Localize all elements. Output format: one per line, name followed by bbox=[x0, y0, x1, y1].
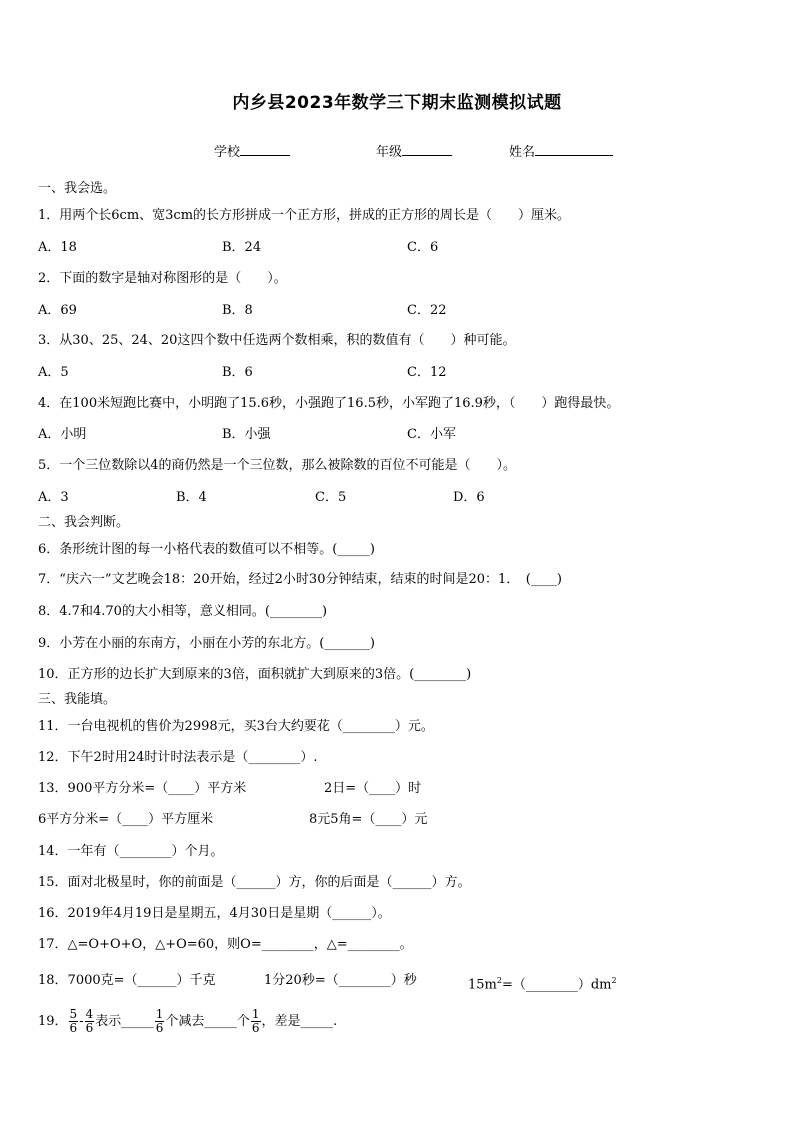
q19-f4-denominator: 6 bbox=[251, 1021, 260, 1035]
q18-c-mid: =（________）dm bbox=[501, 977, 612, 993]
question-13-part-a: 13．900平方分米=（____）平方米 bbox=[38, 781, 247, 796]
q1-option-c: C．6 bbox=[407, 240, 439, 255]
q18-c-sup2: 2 bbox=[611, 976, 617, 985]
q19-fraction-2 bbox=[85, 1008, 95, 1035]
q19-f2-numerator: 4 bbox=[85, 1007, 94, 1021]
name-field bbox=[509, 141, 613, 160]
q4-option-b: B．小强 bbox=[222, 427, 271, 442]
q3-option-a: A．5 bbox=[38, 365, 69, 380]
q5-option-a: A．3 bbox=[38, 490, 69, 505]
q18-c-sup: 2 bbox=[496, 976, 502, 985]
section-1-heading: 一、我会选。 bbox=[38, 181, 117, 196]
q5-option-c: C．5 bbox=[315, 490, 347, 505]
q19-fraction-4 bbox=[251, 1008, 261, 1035]
question-1: 1．用两个长6cm、宽3cm的长方形拼成一个正方形，拼成的正方形的周长是（ ）厘米。 bbox=[38, 208, 571, 223]
question-8: 8．4.7和4.70的大小相等，意义相同。(________) bbox=[38, 604, 328, 619]
question-4: 4．在100米短跑比赛中，小明跑了15.6秒，小强跑了16.5秒，小军跑了16.9秒，（ ）跑得最快。 bbox=[38, 396, 620, 411]
question-10: 10．正方形的边长扩大到原来的3倍，面积就扩大到原来的3倍。(________) bbox=[38, 667, 472, 682]
q2-option-c: C．22 bbox=[407, 303, 447, 318]
question-13-part-c: 6平方分米=（____）平方厘米 bbox=[38, 812, 214, 827]
q3-option-c: C．12 bbox=[407, 365, 447, 380]
section-2-heading: 二、我会判断。 bbox=[38, 515, 130, 530]
school-blank bbox=[240, 143, 290, 156]
name-blank bbox=[535, 143, 613, 156]
question-12: 12．下午2时用24时计时法表示是（________）. bbox=[38, 750, 318, 765]
school-field bbox=[214, 141, 290, 160]
question-19 bbox=[38, 1008, 337, 1035]
question-2: 2．下面的数字是轴对称图形的是（ ）。 bbox=[38, 271, 287, 286]
q19-number: 19． bbox=[38, 1014, 68, 1029]
question-3: 3．从30、25、24、20这四个数中任选两个数相乘，积的数值有（ ）种可能。 bbox=[38, 333, 516, 348]
q19-f3-numerator: 1 bbox=[155, 1007, 164, 1021]
q19-text-2: 个减去_____个 bbox=[165, 1014, 250, 1029]
q19-text-3: ，差是_____. bbox=[261, 1014, 338, 1029]
q2-option-a: A．69 bbox=[38, 303, 77, 318]
question-18-part-a: 18．7000克=（______）千克 bbox=[38, 973, 216, 988]
question-16: 16．2019年4月19日是星期五，4月30日是星期（______）。 bbox=[38, 906, 391, 921]
grade-label: 年级 bbox=[376, 145, 403, 160]
question-15: 15．面对北极星时，你的前面是（______）方，你的后面是（______）方。 bbox=[38, 875, 471, 890]
question-6: 6．条形统计图的每一小格代表的数值可以不相等。(_____) bbox=[38, 542, 375, 557]
q1-option-a: A．18 bbox=[38, 240, 77, 255]
question-13-part-d: 8元5角=（____）元 bbox=[309, 812, 428, 827]
q19-text-1: 表示_____ bbox=[95, 1014, 154, 1029]
q19-fraction-3 bbox=[155, 1008, 165, 1035]
q3-option-b: B．6 bbox=[222, 365, 253, 380]
question-18-part-b: 1分20秒=（________）秒 bbox=[264, 973, 417, 988]
question-14: 14．一年有（________）个月。 bbox=[38, 844, 224, 859]
question-17: 17．△=O+O+O，△+O=60，则O=________，△=________。 bbox=[38, 937, 413, 952]
q19-f4-numerator: 1 bbox=[251, 1007, 260, 1021]
section-3-heading: 三、我能填。 bbox=[38, 692, 117, 707]
q4-option-a: A．小明 bbox=[38, 427, 87, 442]
question-5: 5．一个三位数除以4的商仍然是一个三位数，那么被除数的百位不可能是（ ）。 bbox=[38, 458, 517, 473]
q18-c-pre: 15m bbox=[468, 977, 497, 993]
q19-f3-denominator: 6 bbox=[155, 1021, 164, 1035]
q5-option-b: B．4 bbox=[176, 490, 207, 505]
q4-option-c: C．小军 bbox=[407, 427, 456, 442]
page-title: 内乡县2023年数学三下期末监测模拟试题 bbox=[232, 93, 562, 113]
q19-f1-denominator: 6 bbox=[69, 1021, 78, 1035]
school-label: 学校 bbox=[214, 145, 241, 160]
question-13-part-b: 2日=（____）时 bbox=[324, 781, 422, 796]
q19-f1-numerator: 5 bbox=[69, 1007, 78, 1021]
q19-f2-denominator: 6 bbox=[85, 1021, 94, 1035]
grade-field bbox=[376, 141, 452, 160]
question-18-part-c bbox=[468, 973, 617, 993]
question-11: 11．一台电视机的售价为2998元，买3台大约要花（________）元。 bbox=[38, 719, 434, 734]
q19-fraction-1 bbox=[69, 1008, 79, 1035]
q1-option-b: B．24 bbox=[222, 240, 262, 255]
q2-option-b: B．8 bbox=[222, 303, 253, 318]
question-9: 9．小芳在小丽的东南方，小丽在小芳的东北方。(_______) bbox=[38, 636, 375, 651]
grade-blank bbox=[402, 143, 452, 156]
question-7: 7．“庆六一”文艺晚会18：20开始，经过2小时30分钟结束，结束的时间是20：1． (____) bbox=[38, 572, 562, 587]
q5-option-d: D．6 bbox=[453, 490, 485, 505]
q19-minus: - bbox=[79, 1014, 84, 1029]
name-label: 姓名 bbox=[509, 145, 536, 160]
